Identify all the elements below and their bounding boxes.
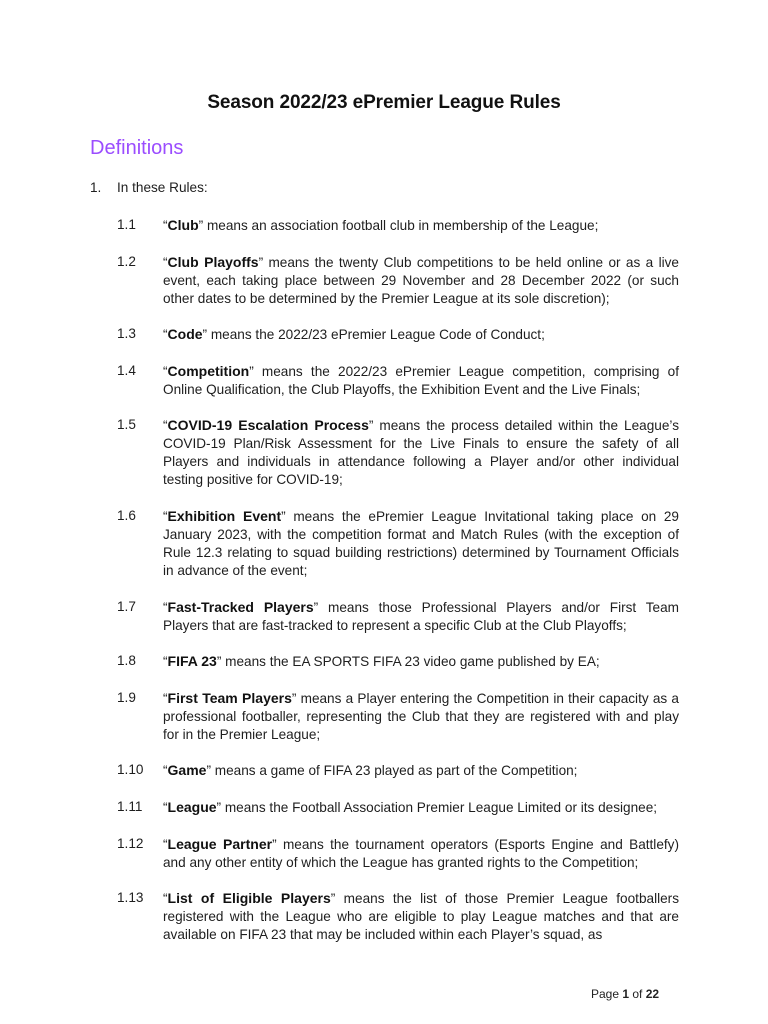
definition-text: “Fast-Tracked Players” means those Professional Players and/or First Team Players that are fast-tracked to represent a specific Club at the Club Playoffs; <box>163 598 679 633</box>
definition-body: means the list of those Premier League footballers registered with the League who are eligible to play League matches and that are available on FIFA 23 that may be included within each Player’s squad, as <box>163 891 679 943</box>
definition-term: League Partner <box>167 835 273 852</box>
definition-term: Exhibition Event <box>167 507 282 524</box>
definition-body: means those Professional Players and/or First Team Players that are fast-tracked to represent a specific Club at the Club Playoffs; <box>163 599 679 633</box>
definition-text: “Code” means the 2022/23 ePremier League Code of Conduct; <box>163 326 545 343</box>
definition-text: “First Team Players” means a Player entering the Competition in their capacity as a professional footballer, representing the Club that they are registered with and play for in the Premier League; <box>163 689 679 742</box>
definition-body: means the 2022/23 ePremier League competition, comprising of Online Qualification, the Club Playoffs, the Exhibition Event and the Live Finals; <box>163 363 679 397</box>
definition-number: 1.10 <box>117 762 144 778</box>
definition-item <box>117 835 679 872</box>
definition-item <box>117 652 679 671</box>
definition-text: “Club” means an association football club in membership of the League; <box>163 217 599 233</box>
definition-term: Club <box>167 217 199 233</box>
definition-item <box>117 761 679 780</box>
definition-text: “Game” means a game of FIFA 23 played as part of the Competition; <box>163 762 578 779</box>
definition-number: 1.1 <box>117 217 136 232</box>
definition-text: “List of Eligible Players” means the list of those Premier League footballers registered with the League who are eligible to play League matches and that are available on FIFA 23 that may be included within each Player’s squad, as <box>163 890 679 943</box>
definition-item <box>117 889 679 944</box>
document-title: Season 2022/23 ePremier League Rules <box>207 92 561 113</box>
intro-number: 1. <box>90 180 102 195</box>
definition-term: Fast-Tracked Players <box>167 598 314 615</box>
definition-term: FIFA 23 <box>167 653 217 670</box>
page-number <box>591 987 659 1001</box>
intro-paragraph <box>90 180 208 195</box>
definition-number: 1.4 <box>117 362 136 378</box>
intro-text: In these Rules: <box>117 180 208 195</box>
definition-body: means the process detailed within the League’s COVID-19 Plan/Risk Assessment for the Live Finals to ensure the safety of all Players and individuals in attendance following a Player and/or other individual testing positive for COVID-19; <box>163 418 679 488</box>
definition-item <box>117 416 679 489</box>
definition-number: 1.13 <box>117 890 144 906</box>
definition-text: “Exhibition Event” means the ePremier League Invitational taking place on 29 January 2023, with the competition format and Match Rules (with the exception of Rule 12.3 relating to squad building restrictions) determined by Tournament Officials in advance of the event; <box>163 507 679 578</box>
definition-number: 1.8 <box>117 653 136 669</box>
definition-term: First Team Players <box>167 689 292 706</box>
definition-body: means the EA SPORTS FIFA 23 video game published by EA; <box>221 654 600 670</box>
definition-number: 1.12 <box>117 835 144 851</box>
definition-text: “FIFA 23” means the EA SPORTS FIFA 23 video game published by EA; <box>163 653 600 670</box>
definition-text: “League Partner” means the tournament operators (Esports Engine and Battlefy) and any other entity of which the League has granted rights to the Competition; <box>163 835 679 870</box>
page-label: Page <box>591 987 623 1001</box>
definition-body: means the tournament operators (Esports Engine and Battlefy) and any other entity of which the League has granted rights to the Competition; <box>163 836 679 870</box>
definition-number: 1.5 <box>117 417 136 433</box>
definition-text: “Competition” means the 2022/23 ePremier League competition, comprising of Online Qualification, the Club Playoffs, the Exhibition Event and the Live Finals; <box>163 362 679 397</box>
definition-text: “League” means the Football Association Premier League Limited or its designee; <box>163 798 658 815</box>
definition-body: means a game of FIFA 23 played as part of the Competition; <box>210 763 578 779</box>
definition-number: 1.7 <box>117 598 136 614</box>
definition-term: League <box>167 798 217 815</box>
page-of-label: of <box>629 987 646 1001</box>
definition-body: means the 2022/23 ePremier League Code of Conduct; <box>207 327 545 343</box>
definition-term: Club Playoffs <box>167 253 259 270</box>
definition-item <box>117 598 679 635</box>
definition-item <box>117 362 679 399</box>
section-heading-definitions: Definitions <box>90 137 184 159</box>
definition-term: Game <box>167 762 207 779</box>
definition-body: means the Football Association Premier League Limited or its designee; <box>221 799 658 815</box>
definition-item <box>117 216 679 235</box>
definition-item <box>117 689 679 744</box>
definition-number: 1.2 <box>117 253 136 269</box>
definition-body: means a Player entering the Competition in their capacity as a professional footballer, representing the Club that they are registered with and play for in the Premier League; <box>163 690 679 742</box>
definition-text: “Club Playoffs” means the twenty Club competitions to be held online or as a live event, each taking place between 29 November and 28 December 2022 (or such other dates to be determined by the Premier League at its sole discretion); <box>163 253 679 306</box>
definition-term: COVID-19 Escalation Process <box>167 417 369 434</box>
definition-item <box>117 325 679 344</box>
definition-body: means the ePremier League Invitational taking place on 29 January 2023, with the competition format and Match Rules (with the exception of Rule 12.3 relating to squad building restrictions) determined by Tournament Officials in advance of the event; <box>163 508 679 578</box>
total-pages: 22 <box>645 987 660 1001</box>
definition-item <box>117 507 679 580</box>
definition-term: List of Eligible Players <box>167 890 331 907</box>
definition-number: 1.6 <box>117 507 136 523</box>
definition-item <box>117 253 679 308</box>
definition-item <box>117 798 679 817</box>
definition-body: means the twenty Club competitions to be held online or as a live event, each taking place between 29 November and 28 December 2022 (or such other dates to be determined by the Premier League at its sole discretion); <box>163 254 679 306</box>
definition-text: “COVID-19 Escalation Process” means the process detailed within the League’s COVID-19 Plan/Risk Assessment for the Live Finals to ensure the safety of all Players and individuals in attendance following a Player and/or other individual testing positive for COVID-19; <box>163 417 679 488</box>
definition-term: Competition <box>167 362 250 379</box>
definition-body: means an association football club in membership of the League; <box>203 218 599 233</box>
definition-number: 1.11 <box>117 798 143 814</box>
definitions-list <box>117 216 679 962</box>
definition-number: 1.3 <box>117 326 136 342</box>
definition-number: 1.9 <box>117 689 136 705</box>
definition-term: Code <box>167 326 203 343</box>
current-page: 1 <box>622 987 630 1001</box>
